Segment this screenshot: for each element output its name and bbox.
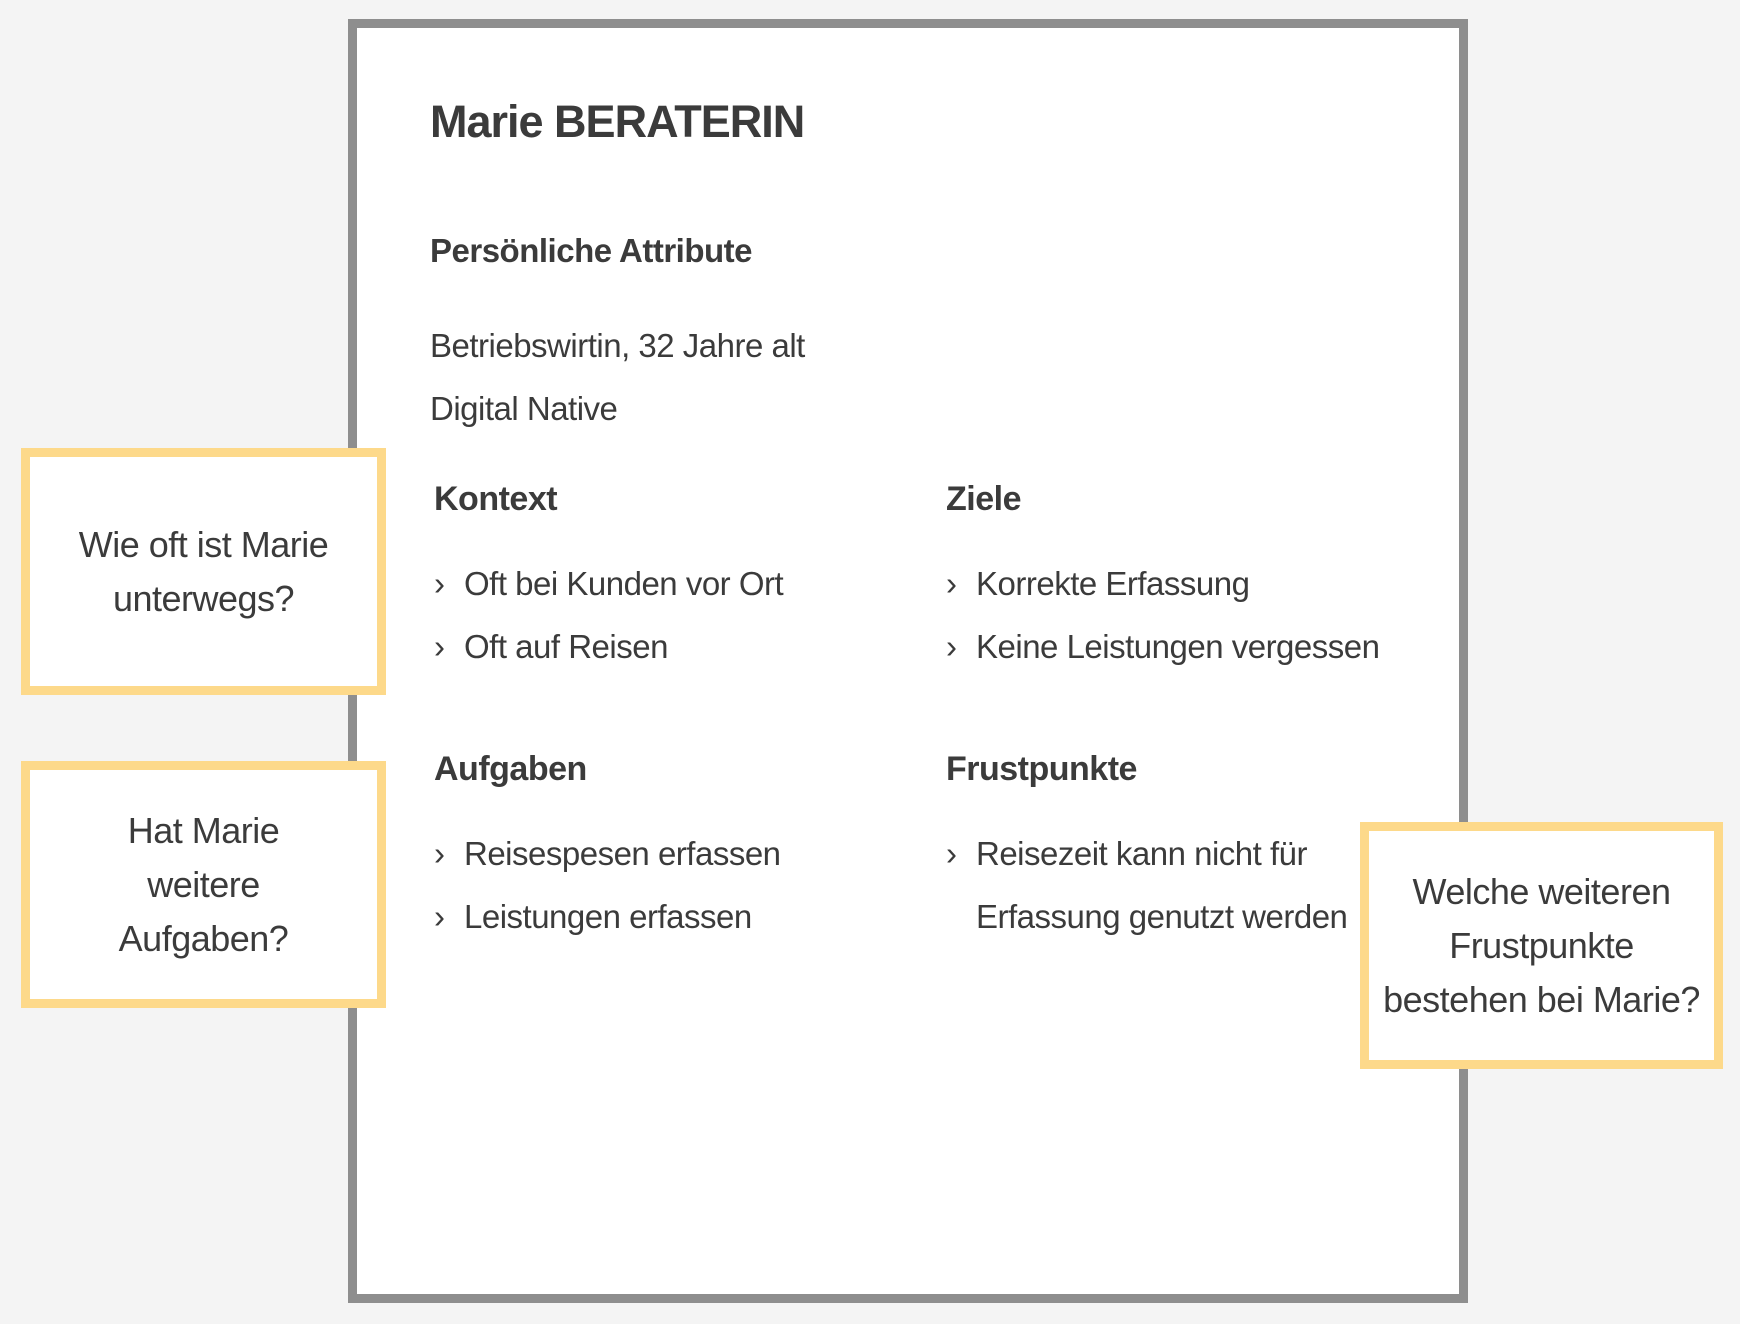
chevron-right-icon: ›	[946, 565, 957, 602]
list-item-text: Keine Leistungen vergessen	[976, 628, 1380, 665]
bullet-list	[946, 822, 1416, 948]
list-item-text: Korrekte Erfassung	[976, 565, 1250, 602]
list-item-text: Oft bei Kunden vor Ort	[464, 565, 784, 602]
attribute-line: Betriebswirtin, 32 Jahre alt	[430, 327, 805, 364]
question-note	[1360, 822, 1723, 1069]
chevron-right-icon: ›	[434, 898, 445, 935]
chevron-right-icon: ›	[434, 628, 445, 665]
list-item	[946, 822, 1416, 948]
list-item-text: Reisespesen erfassen	[464, 835, 781, 872]
question-note-text: Wie oft ist Marie unterwegs?	[78, 523, 329, 619]
section-ziele	[946, 482, 1416, 678]
section-aufgaben	[434, 752, 904, 948]
chevron-right-icon: ›	[434, 835, 445, 872]
list-item	[434, 885, 904, 948]
bullet-list	[434, 822, 904, 948]
persona-name: Marie BERATERIN	[430, 96, 805, 147]
question-note	[21, 448, 386, 695]
section-heading: Kontext	[434, 480, 558, 518]
list-item	[946, 615, 1416, 678]
attribute-line: Digital Native	[430, 390, 618, 427]
section-heading: Frustpunkte	[946, 750, 1137, 788]
question-note-text: Welche weiteren Frustpunkte bestehen bei Marie?	[1383, 870, 1700, 1020]
section-frustpunkte	[946, 752, 1416, 948]
question-note	[21, 761, 386, 1008]
list-item	[946, 552, 1416, 615]
attributes-heading: Persönliche Attribute	[430, 232, 752, 269]
list-item-text: Leistungen erfassen	[464, 898, 752, 935]
bullet-list	[434, 552, 904, 678]
persona-card	[348, 19, 1468, 1303]
bullet-list	[946, 552, 1416, 678]
list-item-text: Reisezeit kann nicht für Erfassung genutzt werden	[976, 835, 1348, 935]
question-note-text: Hat Marie weitere Aufgaben?	[118, 809, 289, 959]
chevron-right-icon: ›	[946, 835, 957, 872]
list-item-text: Oft auf Reisen	[464, 628, 668, 665]
chevron-right-icon: ›	[946, 628, 957, 665]
section-kontext	[434, 482, 904, 678]
list-item	[434, 552, 904, 615]
attributes-list	[430, 314, 805, 440]
section-heading: Aufgaben	[434, 750, 587, 788]
list-item	[434, 615, 904, 678]
section-heading: Ziele	[946, 480, 1021, 518]
list-item	[434, 822, 904, 885]
chevron-right-icon: ›	[434, 565, 445, 602]
